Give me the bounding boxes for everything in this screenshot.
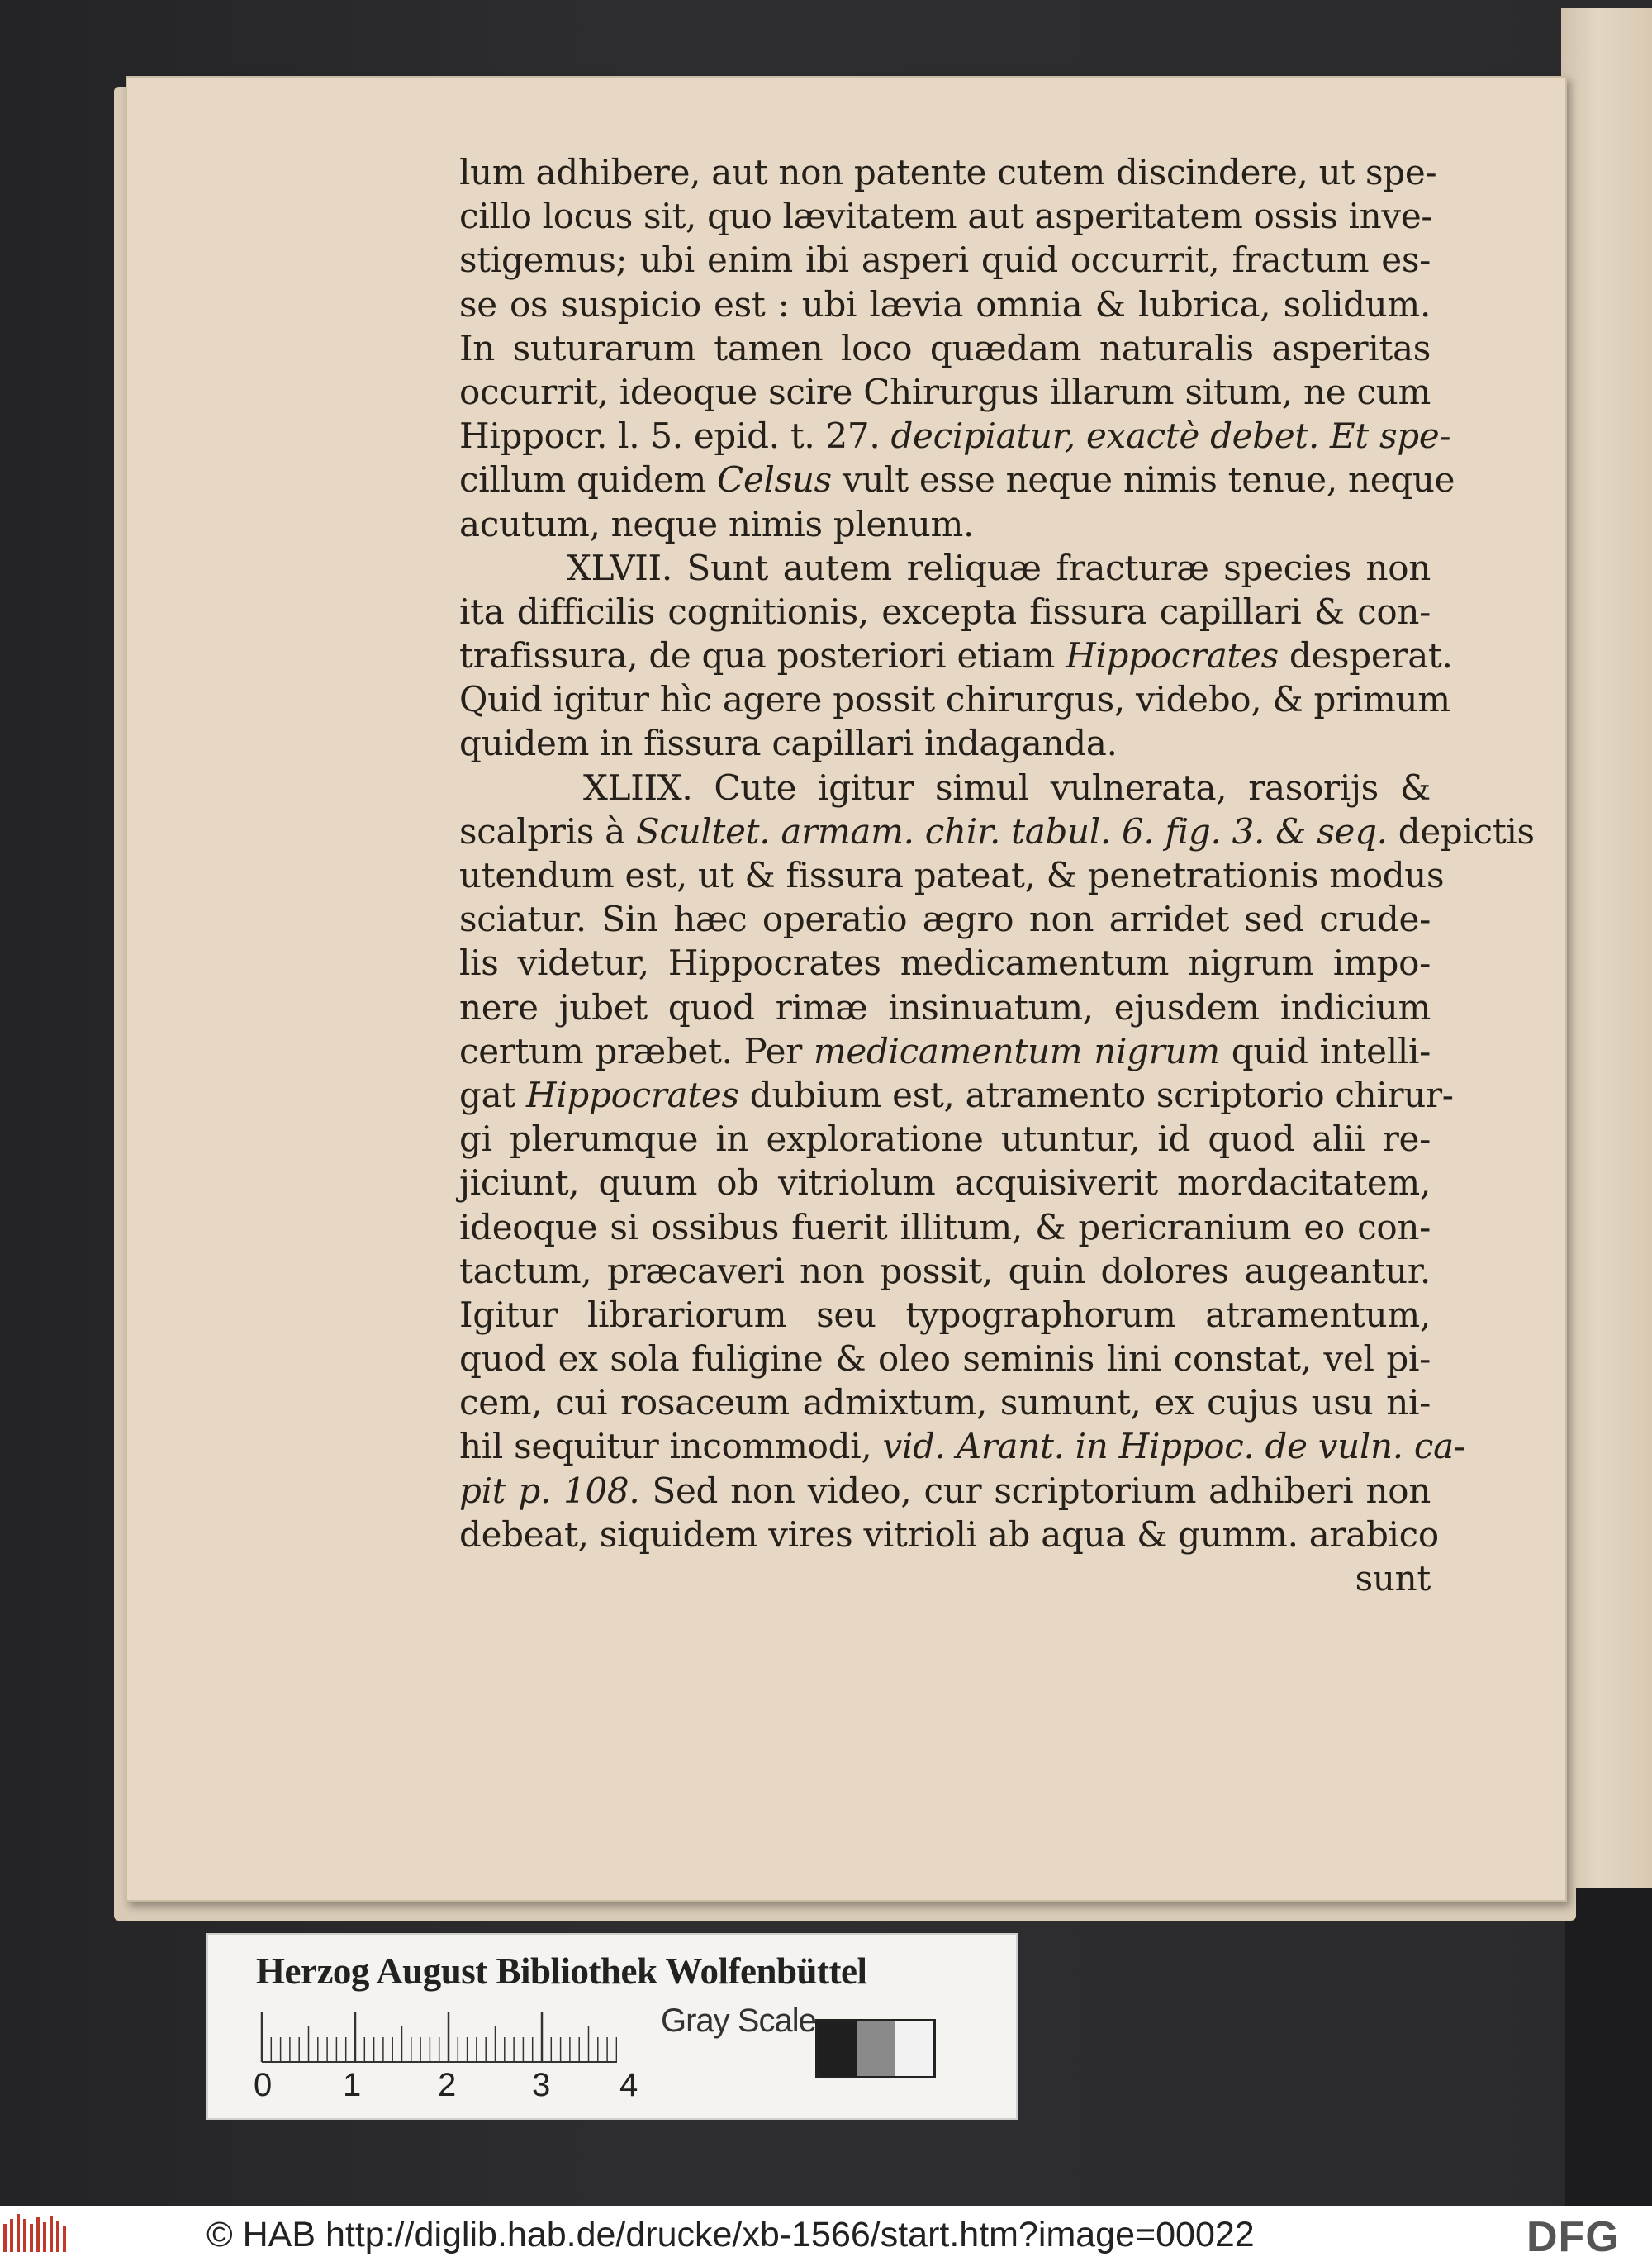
text-line: Quid igitur hìc agere possit chirurgus, videbo, & primum bbox=[459, 679, 1450, 720]
gray-swatch bbox=[818, 2021, 857, 2076]
text-line bbox=[459, 634, 1453, 677]
text-line: quidem in fissura capillari indaganda. bbox=[459, 723, 1118, 764]
page-text bbox=[459, 150, 1535, 1600]
barcode-icon bbox=[3, 2214, 69, 2255]
text-segment: gat bbox=[459, 1074, 526, 1115]
italic-citation: Hippocrates bbox=[525, 1074, 739, 1115]
footer-bar bbox=[0, 2206, 1652, 2266]
centimeter-ruler bbox=[254, 2011, 617, 2069]
gray-swatch bbox=[857, 2021, 895, 2076]
text-line: stigemus; ubi enim ibi asperi quid occurrit, fractum es- bbox=[459, 240, 1431, 281]
text-segment: Hippocr. l. 5. epid. t. 27. bbox=[459, 416, 881, 457]
text-line: tactum, præcaveri non possit, quin dolores augeantur. bbox=[459, 1250, 1431, 1291]
text-line: cillo locus sit, quo lævitatem aut asperitatem ossis inve- bbox=[459, 196, 1433, 237]
text-segment: scalpris à bbox=[459, 810, 636, 852]
text-line: ideoque si ossibus fuerit illitum, & pericranium eo con- bbox=[459, 1206, 1431, 1247]
text-line: gi plerumque in exploratione utuntur, id quod alii re- bbox=[459, 1119, 1431, 1160]
text-line: jiciunt, quum ob vitriolum acquisiverit mordacitatem, bbox=[459, 1162, 1431, 1204]
ruler-number: 2 bbox=[438, 2067, 457, 2103]
text-line: Igitur librariorum seu typographorum atramentum, bbox=[459, 1294, 1431, 1335]
text-line: In suturarum tamen loco quædam naturalis asperitas bbox=[459, 327, 1431, 368]
gray-scale-swatch bbox=[815, 2019, 936, 2078]
library-name: Herzog August Bibliothek Wolfenbüttel bbox=[256, 1950, 867, 1992]
library-label-card bbox=[206, 1933, 1018, 2120]
ruler-number: 4 bbox=[620, 2067, 638, 2103]
text-line: nere jubet quod rimæ insinuatum, ejusdem indicium bbox=[459, 986, 1431, 1028]
text-segment: Sed non video, cur scriptorium adhiberi non bbox=[639, 1470, 1431, 1511]
text-line: XLVII. Sunt autem reliquæ fracturæ species non bbox=[567, 547, 1431, 588]
gray-swatch bbox=[895, 2021, 933, 2076]
italic-citation: pit p. 108. bbox=[459, 1470, 640, 1511]
italic-citation: Scultet. armam. chir. tabul. 6. fig. 3. & seq. bbox=[635, 810, 1388, 852]
text-line bbox=[459, 1424, 1465, 1468]
text-line bbox=[459, 1029, 1431, 1073]
adjacent-page-shadow bbox=[1565, 1888, 1652, 2206]
ruler-number: 3 bbox=[532, 2067, 551, 2103]
text-segment: hil sequitur incommodi, bbox=[459, 1426, 883, 1467]
text-line bbox=[459, 1469, 1431, 1513]
text-segment: desperat. bbox=[1278, 635, 1453, 677]
gray-scale-label: Gray Scale bbox=[661, 2002, 816, 2039]
text-line: debeat, siquidem vires vitrioli ab aqua & gumm. arabico bbox=[459, 1513, 1439, 1555]
text-line: ita difficilis cognitionis, excepta fissura capillari & con- bbox=[459, 591, 1431, 632]
copyright-url[interactable]: © HAB http://diglib.hab.de/drucke/xb-1566/start.htm?image=00022 bbox=[206, 2215, 1255, 2254]
text-line: sunt bbox=[1355, 1558, 1431, 1599]
text-segment: cillum quidem bbox=[459, 459, 718, 501]
dfg-logo: DFG bbox=[1526, 2213, 1620, 2261]
text-line: sciatur. Sin hæc operatio ægro non arridet sed crude- bbox=[459, 899, 1431, 940]
text-line bbox=[459, 810, 1535, 853]
text-segment: vult esse neque nimis tenue, neque bbox=[831, 459, 1455, 501]
text-line: XLIIX. Cute igitur simul vulnerata, rasorijs & bbox=[583, 767, 1431, 808]
text-segment: dubium est, atramento scriptorio chirur- bbox=[738, 1074, 1454, 1115]
text-segment: certum præbet. Per bbox=[459, 1030, 814, 1071]
text-line: acutum, neque nimis plenum. bbox=[459, 503, 975, 544]
text-line: se os suspicio est : ubi lævia omnia & lubrica, solidum. bbox=[459, 283, 1431, 325]
italic-citation: Celsus bbox=[717, 459, 832, 501]
text-line: quod ex sola fuligine & oleo seminis lini constat, vel pi- bbox=[459, 1338, 1431, 1380]
text-segment: trafissura, de qua posteriori etiam bbox=[459, 635, 1066, 677]
italic-citation: Hippocrates bbox=[1066, 635, 1279, 677]
text-line: occurrit, ideoque scire Chirurgus illarum situm, ne cum bbox=[459, 371, 1431, 412]
italic-citation: vid. Arant. in Hippoc. de vuln. ca- bbox=[882, 1426, 1465, 1467]
text-line: lis videtur, Hippocrates medicamentum nigrum impo- bbox=[459, 943, 1431, 984]
text-segment: depictis bbox=[1387, 810, 1535, 852]
text-line: cem, cui rosaceum admixtum, sumunt, ex cujus usu ni- bbox=[459, 1382, 1431, 1423]
text-segment: quid intelli- bbox=[1219, 1030, 1431, 1071]
text-line bbox=[459, 1073, 1454, 1117]
ruler-number: 0 bbox=[254, 2067, 273, 2103]
italic-citation: medicamentum nigrum bbox=[813, 1030, 1220, 1071]
italic-citation: decipiatur, exactè debet. Et spe- bbox=[880, 416, 1451, 457]
text-line bbox=[459, 414, 1451, 458]
text-line bbox=[459, 458, 1455, 501]
text-line: utendum est, ut & fissura pateat, & penetrationis modus bbox=[459, 855, 1445, 895]
text-line: lum adhibere, aut non patente cutem discindere, ut spe- bbox=[459, 152, 1437, 192]
ruler-number: 1 bbox=[343, 2067, 362, 2103]
